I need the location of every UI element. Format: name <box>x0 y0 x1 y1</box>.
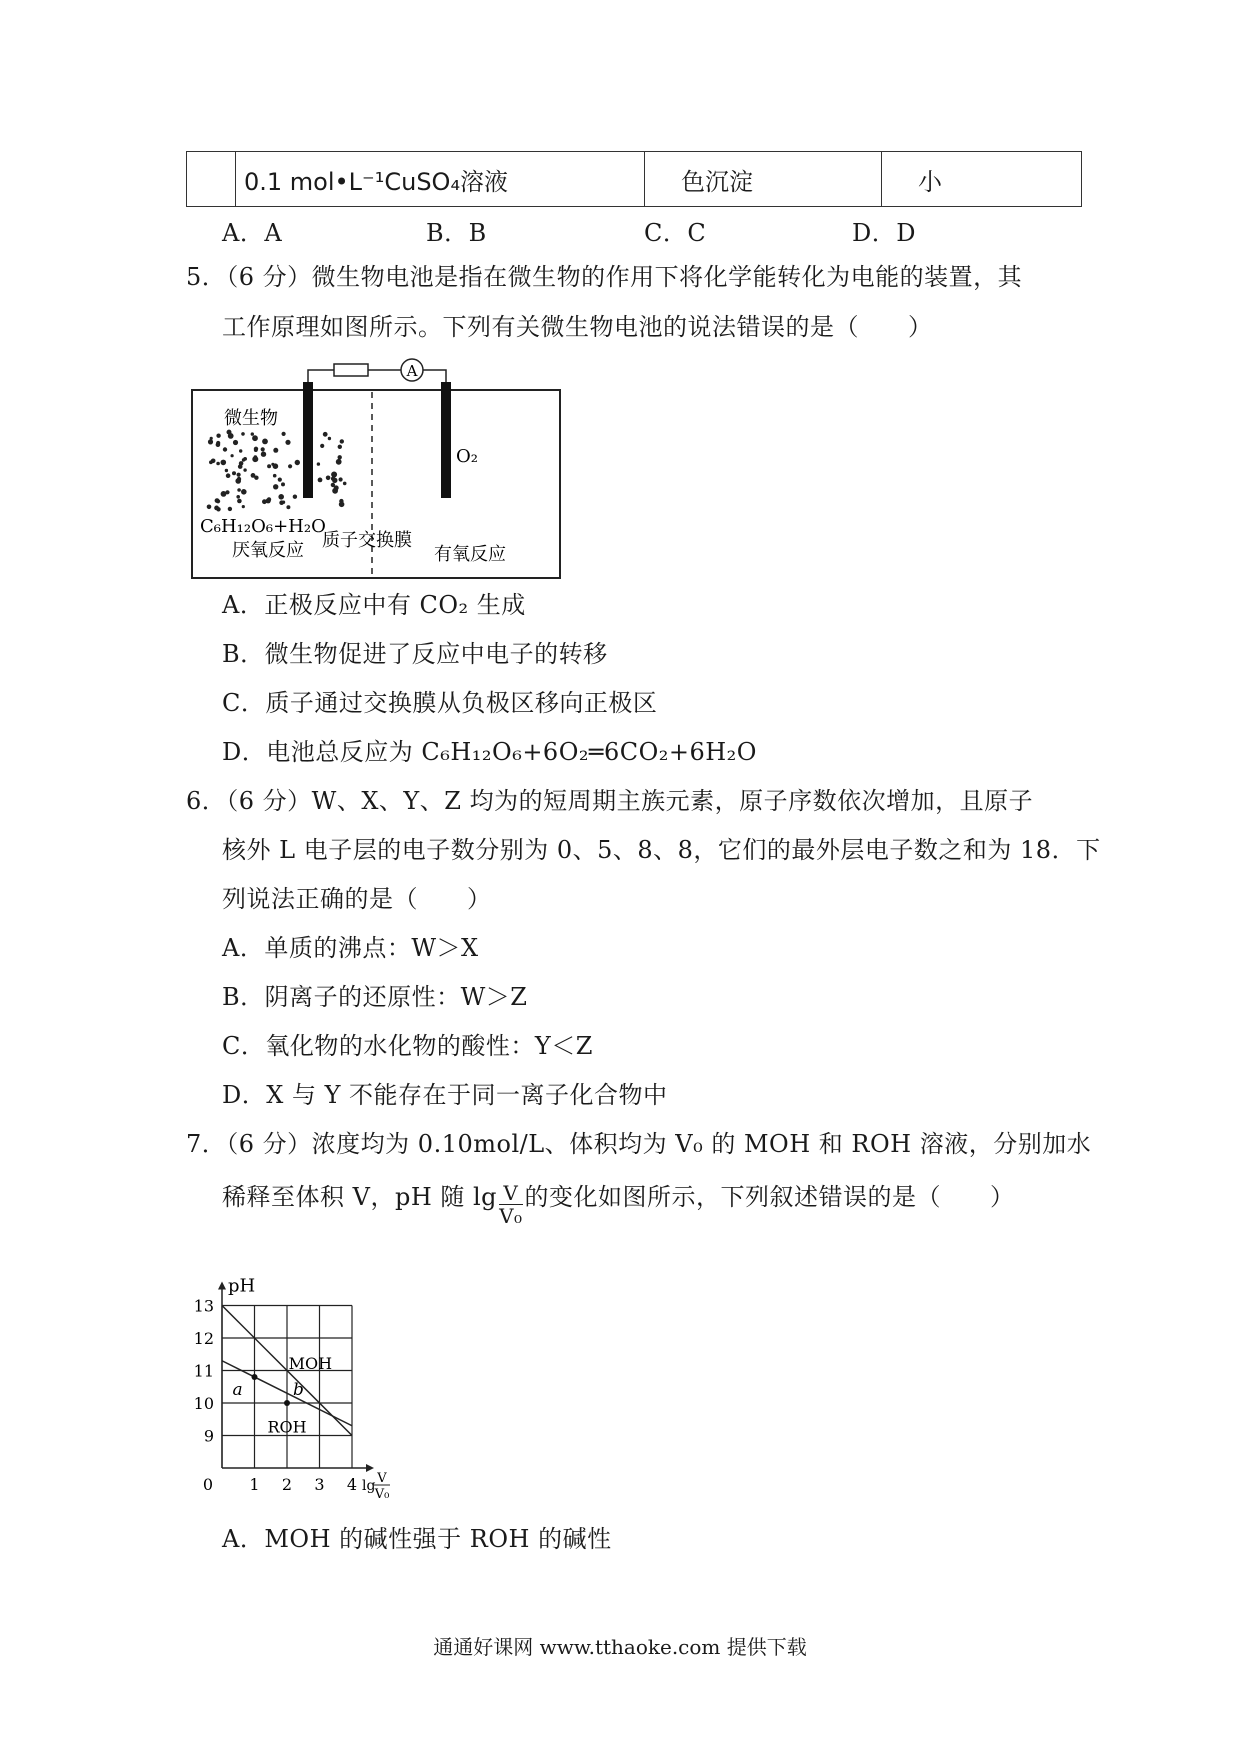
y-tick-label: 13 <box>193 1296 214 1316</box>
microbe-dot <box>338 455 342 459</box>
q6-stem-line3: 列说法正确的是（ ） <box>222 885 492 913</box>
x-tick-label: 2 <box>281 1475 293 1494</box>
microbe-dot <box>285 440 290 445</box>
x-axis-label-den: V₀ <box>374 1487 390 1498</box>
anode-electrode <box>303 382 313 498</box>
table-row <box>187 152 1082 207</box>
microbe-dot <box>331 472 337 478</box>
microbe-dot <box>231 454 234 457</box>
microbe-dot <box>243 457 247 461</box>
microbe-dot <box>267 464 271 468</box>
data-point-b <box>284 1400 290 1406</box>
microbe-dot <box>262 499 267 504</box>
microbe-dot <box>295 460 300 465</box>
q4-option-a: A．A <box>222 219 283 247</box>
microbe-dot <box>262 439 268 445</box>
y-tick-label: 10 <box>193 1394 214 1413</box>
microbe-dot <box>216 434 220 438</box>
microbe-dot <box>207 505 212 510</box>
y-tick-label: 9 <box>203 1426 214 1446</box>
microbe-dot <box>343 482 347 486</box>
anaerobic-label: 厌氧反应 <box>232 540 304 561</box>
ammeter-label: A <box>406 362 418 380</box>
microbe-dot <box>293 495 297 499</box>
microbe-dot <box>237 499 242 504</box>
x-axis-label-prefix: lg <box>362 1478 376 1494</box>
microbe-dot <box>273 474 277 478</box>
q5-option-a: A．正极反应中有 CO₂ 生成 <box>222 591 526 619</box>
q7-line2-pre: 稀释至体积 V，pH 随 lg <box>222 1183 498 1211</box>
microbe-dot <box>252 456 258 462</box>
microbe-dots <box>207 430 347 512</box>
microbe-label: 微生物 <box>224 408 278 429</box>
microbe-dot <box>326 476 331 481</box>
microbe-dot <box>339 477 343 481</box>
microbe-dot <box>278 478 282 482</box>
microbe-dot <box>252 435 258 441</box>
microbe-dot <box>228 507 232 511</box>
microbe-dot <box>241 432 245 436</box>
q7-line2-post: 的变化如图所示，下列叙述错误的是（ ） <box>524 1183 1015 1211</box>
answer-table <box>186 151 1082 207</box>
microbe-dot <box>332 478 337 483</box>
q7-stem-line2 <box>222 1176 1015 1232</box>
series-label-moh: MOH <box>288 1353 333 1373</box>
x-tick-label: 1 <box>249 1475 260 1494</box>
microbe-dot <box>227 430 232 435</box>
microbe-dot <box>282 501 285 504</box>
q7-frac-num: V <box>499 1182 522 1205</box>
x-tick-label: 0 <box>202 1475 214 1494</box>
x-tick-label: 4 <box>346 1475 358 1494</box>
microbe-dot <box>286 505 290 509</box>
q5-option-d: D．电池总反应为 C₆H₁₂O₆+6O₂═6CO₂+6H₂O <box>222 738 757 766</box>
microbe-dot <box>239 449 242 452</box>
glucose-label: C₆H₁₂O₆+H₂O <box>200 516 326 537</box>
microbe-dot <box>273 448 278 453</box>
page-footer: 通通好课网 www.tthaoke.com 提供下载 <box>433 1635 807 1659</box>
microbe-dot <box>331 483 335 487</box>
microbe-dot <box>320 444 324 448</box>
q7-fraction <box>499 1182 522 1227</box>
external-wire <box>308 370 446 382</box>
microbe-dot <box>323 432 328 437</box>
microbe-dot <box>273 484 278 489</box>
microbe-dot <box>221 491 227 497</box>
q6-option-c: C．氧化物的水化物的酸性：Y＜Z <box>222 1032 593 1060</box>
microbe-dot <box>237 488 241 492</box>
q4-option-c: C．C <box>644 219 707 247</box>
microbe-dot <box>340 439 344 443</box>
microbe-dot <box>339 499 343 503</box>
table-cell-reagent: 0.1 mol•L⁻¹CuSO₄溶液 <box>236 152 645 207</box>
microbe-dot <box>271 463 274 466</box>
microbe-dot <box>243 468 246 471</box>
series-label-roh: ROH <box>267 1417 307 1437</box>
microbe-dot <box>261 452 266 457</box>
microbe-dot <box>242 505 245 508</box>
microbe-dot <box>318 478 323 483</box>
table-cell-index <box>187 152 236 207</box>
o2-label: O₂ <box>456 446 478 467</box>
microbe-dot <box>208 439 213 444</box>
microbe-dot <box>267 497 271 501</box>
x-axis-label-num: V <box>377 1471 387 1486</box>
q5-stem-line1: 5．（6 分）微生物电池是指在微生物的作用下将化学能转化为电能的装置，其 <box>186 263 1023 291</box>
microbe-dot <box>216 441 220 445</box>
q5-option-c: C．质子通过交换膜从负极区移向正极区 <box>222 689 658 717</box>
y-tick-label: 11 <box>193 1361 214 1381</box>
microbe-dot <box>239 461 244 466</box>
microbe-dot <box>251 432 254 435</box>
microbe-dot <box>214 506 219 511</box>
microbe-dot <box>226 473 231 478</box>
y-tick-label: 12 <box>193 1329 214 1348</box>
microbe-dot <box>237 473 241 477</box>
resistor-icon <box>334 364 368 376</box>
membrane-label: 质子交换膜 <box>322 530 412 551</box>
microbe-dot <box>251 473 256 478</box>
x-tick-label: 3 <box>314 1475 325 1494</box>
microbe-dot <box>336 459 342 465</box>
table-cell-phenomenon: 色沉淀 <box>645 152 882 207</box>
point-label-b: b <box>293 1380 304 1400</box>
microbe-dot <box>261 447 265 451</box>
microbe-dot <box>282 432 286 436</box>
y-axis-label: pH <box>228 1275 256 1297</box>
microbe-dot <box>332 488 338 494</box>
data-point-a <box>252 1374 258 1380</box>
microbe-dot <box>233 440 238 445</box>
q7-stem-line1: 7．（6 分）浓度均为 0.10mol/L、体积均为 V₀ 的 MOH 和 ROH 溶液，分别加水 <box>186 1130 1092 1158</box>
microbe-dot <box>278 494 284 500</box>
microbe-dot <box>216 499 220 503</box>
y-axis-arrow <box>218 1282 226 1290</box>
microbe-dot <box>288 464 292 468</box>
microbe-dot <box>328 437 331 440</box>
microbe-dot <box>223 447 227 451</box>
microbe-dot <box>317 462 320 465</box>
q7-frac-den: V₀ <box>499 1204 523 1228</box>
microbe-dot <box>338 445 342 449</box>
x-axis-arrow <box>366 1464 374 1472</box>
q7-option-a: A．MOH 的碱性强于 ROH 的碱性 <box>222 1525 612 1553</box>
microbe-dot <box>235 478 241 484</box>
microbe-dot <box>216 462 220 466</box>
q5-option-b: B．微生物促进了反应中电子的转移 <box>222 640 608 668</box>
microbe-dot <box>221 460 227 466</box>
q4-option-b: B．B <box>426 219 487 247</box>
q6-option-b: B．阴离子的还原性：W＞Z <box>222 983 528 1011</box>
microbe-dot <box>209 460 213 464</box>
q6-option-a: A．单质的沸点：W＞X <box>222 934 479 962</box>
point-label-a: a <box>232 1380 243 1400</box>
microbe-dot <box>254 448 258 452</box>
microbe-dot <box>225 469 228 472</box>
microbe-dot <box>236 495 240 499</box>
q6-stem-line2: 核外 L 电子层的电子数分别为 0、5、8、8，它们的最外层电子数之和为 18．下 <box>222 836 1101 864</box>
cathode-electrode <box>441 382 451 498</box>
q5-stem-line2: 工作原理如图所示。下列有关微生物电池的说法错误的是（ ） <box>222 313 933 341</box>
q4-option-d: D．D <box>852 219 916 247</box>
table-cell-conclusion: 小 <box>882 152 1082 207</box>
microbe-dot <box>232 471 236 475</box>
microbe-dot <box>241 489 247 495</box>
ph-dilution-chart <box>186 1248 426 1498</box>
microbe-dot <box>281 482 285 486</box>
battery-diagram <box>186 352 566 582</box>
aerobic-label: 有氧反应 <box>434 544 506 565</box>
q6-option-d: D．X 与 Y 不能存在于同一离子化合物中 <box>222 1081 668 1109</box>
q6-stem-line1: 6．（6 分）W、X、Y、Z 均为的短周期主族元素，原子序数依次增加，且原子 <box>186 787 1034 815</box>
